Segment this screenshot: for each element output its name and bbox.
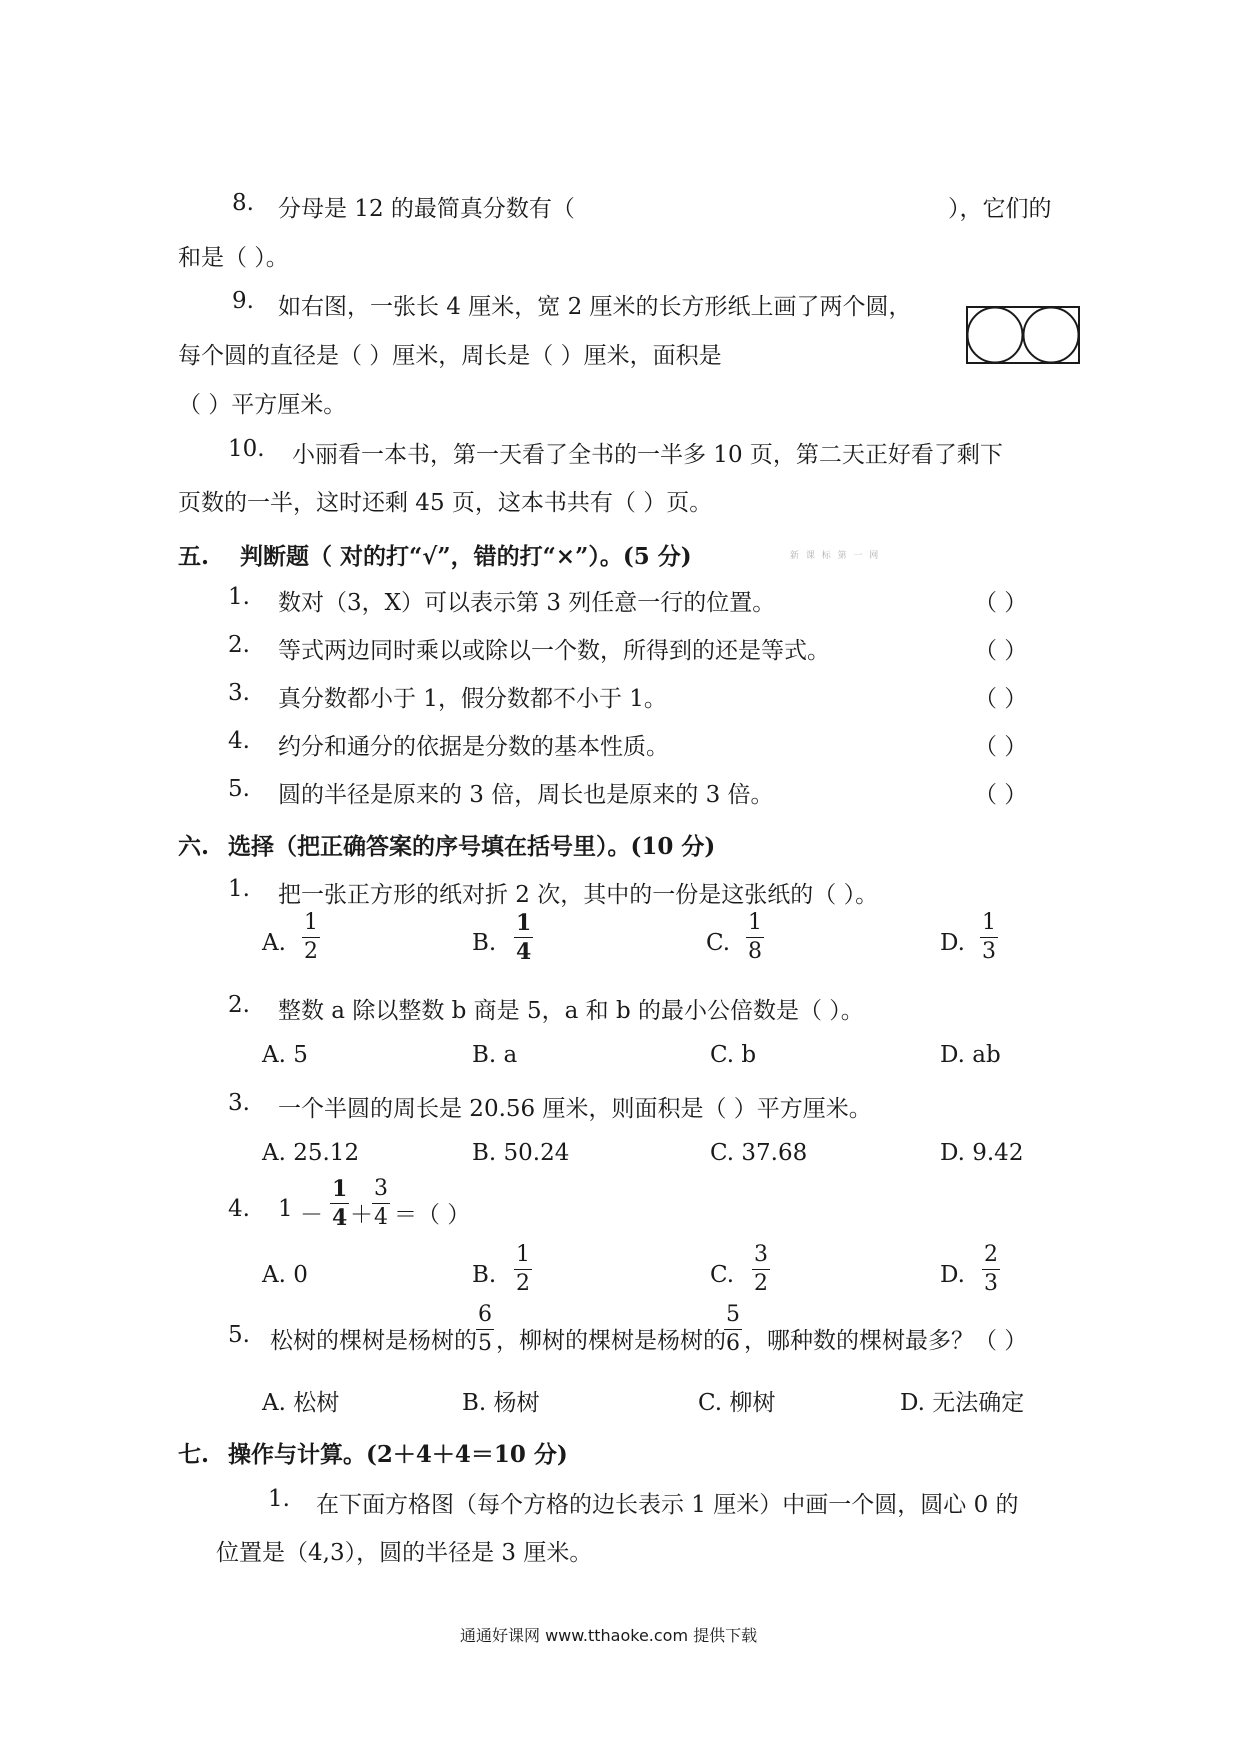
choice-q2-option-b[interactable]: B. a	[472, 1042, 518, 1068]
choice-q5-text-b: ，柳树的棵树是杨树的	[496, 1328, 726, 1354]
choice-q4-minus: －	[300, 1202, 323, 1228]
judge-item-4-number: 4.	[228, 728, 250, 754]
choice-q5-option-c[interactable]: C. 柳树	[698, 1390, 776, 1416]
fraction-denominator: 4	[332, 1205, 348, 1231]
choice-q5-number: 5.	[228, 1322, 250, 1348]
judge-item-2-number: 2.	[228, 632, 250, 658]
judge-item-5-number: 5.	[228, 776, 250, 802]
section7-number: 七.	[178, 1441, 210, 1468]
judge-item-2-answer-blank[interactable]: （ ）	[974, 638, 1028, 664]
choice-q3-option-b[interactable]: B. 50.24	[472, 1140, 570, 1166]
fraction-denominator: 4	[516, 939, 532, 965]
fraction-denominator: 5	[478, 1331, 492, 1356]
choice-q5-option-b[interactable]: B. 杨树	[462, 1390, 540, 1416]
choice-q5-option-d[interactable]: D. 无法确定	[900, 1390, 1025, 1416]
q8-text-line1: 分母是 12 的最简真分数有（	[278, 196, 575, 222]
fraction-denominator: 2	[304, 939, 318, 964]
section6-heading: 选择（把正确答案的序号填在括号里）。(10 分)	[228, 833, 716, 860]
choice-q3-text: 一个半圆的周长是 20.56 厘米，则面积是（ ）平方厘米。	[278, 1096, 872, 1122]
q10-text-line2: 页数的一半，这时还剩 45 页，这本书共有（ ）页。	[178, 490, 713, 516]
choice-q4-number: 4.	[228, 1196, 250, 1222]
choice-q4-one: 1	[278, 1196, 293, 1222]
fraction-denominator: 2	[516, 1271, 530, 1296]
judge-item-5-answer-blank[interactable]: （ ）	[974, 782, 1028, 808]
choice-q1-option-d[interactable]: D.	[940, 930, 965, 956]
choice-q3-option-a[interactable]: A. 25.12	[262, 1140, 360, 1166]
judge-item-4-answer-blank[interactable]: （ ）	[974, 734, 1028, 760]
judge-item-3-text: 真分数都小于 1，假分数都不小于 1。	[278, 686, 667, 712]
choice-q5-text-a: 松树的棵树是杨树的	[270, 1328, 477, 1354]
choice-q3-option-d[interactable]: D. 9.42	[940, 1140, 1024, 1166]
choice-q1-option-a[interactable]: A.	[262, 930, 286, 956]
choice-q3-number: 3.	[228, 1090, 250, 1116]
choice-q1-text: 把一张正方形的纸对折 2 次，其中的一份是这张纸的（ ）。	[278, 882, 879, 908]
section7-q1-text-line2: 位置是（4,3），圆的半径是 3 厘米。	[216, 1540, 593, 1566]
fraction-denominator: 6	[726, 1331, 740, 1356]
figure-circle-left	[968, 308, 1023, 363]
choice-q1-option-b[interactable]: B.	[472, 930, 497, 956]
q9-text-line3: （ ）平方厘米。	[178, 392, 347, 418]
choice-q2-text: 整数 a 除以整数 b 商是 5，a 和 b 的最小公倍数是（ ）。	[278, 998, 864, 1024]
fraction-denominator: 3	[982, 939, 996, 964]
section6-number: 六.	[178, 833, 210, 860]
q10-number: 10.	[228, 436, 265, 462]
q8-text-line2: 和是（ ）。	[178, 245, 289, 271]
page-footer: 通通好课网 www.tthaoke.com 提供下载	[460, 1626, 758, 1645]
choice-q2-number: 2.	[228, 992, 250, 1018]
choice-q4-option-a[interactable]: A. 0	[262, 1262, 308, 1288]
q8-text-line1-end: ），它们的	[948, 196, 1052, 222]
figure-circle-right	[1024, 308, 1079, 363]
fraction-numerator: 6	[478, 1302, 492, 1327]
judge-item-5-text: 圆的半径是原来的 3 倍，周长也是原来的 3 倍。	[278, 782, 774, 808]
section7-q1-number: 1.	[268, 1486, 290, 1512]
fraction-numerator: 1	[516, 1242, 530, 1267]
choice-q4-option-c-fraction	[752, 1244, 770, 1295]
section5-heading: 判断题（ 对的打“√”，错的打“×”）。(5 分)	[240, 543, 692, 570]
fraction-numerator: 3	[374, 1176, 388, 1201]
section7-heading: 操作与计算。(2＋4＋4＝10 分)	[228, 1441, 568, 1468]
judge-item-3-answer-blank[interactable]: （ ）	[974, 686, 1028, 712]
rectangle-two-circles-figure	[966, 306, 1080, 364]
fraction-denominator: 2	[754, 1271, 768, 1296]
choice-q4-fraction-1	[330, 1178, 349, 1229]
choice-q5-option-a[interactable]: A. 松树	[262, 1390, 340, 1416]
fraction-numerator: 1	[748, 910, 762, 935]
choice-q2-option-d[interactable]: D. ab	[940, 1042, 1001, 1068]
choice-q1-option-a-fraction	[302, 912, 320, 963]
fraction-denominator: 4	[374, 1205, 388, 1230]
choice-q4-option-b-fraction	[514, 1244, 532, 1295]
judge-item-1-text: 数对（3，X）可以表示第 3 列任意一行的位置。	[278, 590, 776, 616]
judge-item-1-answer-blank[interactable]: （ ）	[974, 590, 1028, 616]
choice-q4-option-c[interactable]: C.	[710, 1262, 735, 1288]
judge-item-3-number: 3.	[228, 680, 250, 706]
fraction-numerator: 1	[332, 1176, 348, 1202]
choice-q2-option-c[interactable]: C. b	[710, 1042, 757, 1068]
fraction-numerator: 3	[754, 1242, 768, 1267]
section5-number: 五.	[178, 543, 210, 570]
choice-q1-option-c[interactable]: C.	[706, 930, 731, 956]
choice-q4-option-d-fraction	[982, 1244, 1000, 1295]
choice-q3-option-c[interactable]: C. 37.68	[710, 1140, 808, 1166]
choice-q1-option-b-fraction	[514, 912, 533, 963]
choice-q1-option-d-fraction	[980, 912, 998, 963]
q9-text-line2: 每个圆的直径是（ ）厘米，周长是（ ）厘米，面积是	[178, 343, 722, 369]
choice-q4-option-b[interactable]: B.	[472, 1262, 497, 1288]
choice-q4-plus: ＋	[350, 1202, 373, 1228]
choice-q5-text-c: ，哪种数的棵树最多？（ ）	[744, 1328, 1028, 1354]
choice-q5-fraction-2	[724, 1304, 742, 1355]
fraction-numerator: 1	[982, 910, 996, 935]
fraction-numerator: 5	[726, 1302, 740, 1327]
fraction-denominator: 8	[748, 939, 762, 964]
fraction-numerator: 1	[304, 910, 318, 935]
q10-text-line1: 小丽看一本书，第一天看了全书的一半多 10 页，第二天正好看了剩下	[292, 442, 1003, 468]
watermark: 新 课 标 第 一 网	[790, 551, 881, 561]
choice-q5-fraction-1	[476, 1304, 494, 1355]
choice-q4-fraction-2	[372, 1178, 390, 1229]
choice-q1-option-c-fraction	[746, 912, 764, 963]
choice-q1-number: 1.	[228, 876, 250, 902]
judge-item-2-text: 等式两边同时乘以或除以一个数，所得到的还是等式。	[278, 638, 830, 664]
fraction-numerator: 1	[516, 910, 532, 936]
judge-item-1-number: 1.	[228, 584, 250, 610]
choice-q4-tail: ＝（ ）	[394, 1202, 471, 1228]
judge-item-4-text: 约分和通分的依据是分数的基本性质。	[278, 734, 669, 760]
choice-q4-option-d[interactable]: D.	[940, 1262, 965, 1288]
q8-number: 8.	[232, 190, 254, 216]
q9-text-line1: 如右图，一张长 4 厘米，宽 2 厘米的长方形纸上画了两个圆，	[278, 294, 912, 320]
choice-q2-option-a[interactable]: A. 5	[262, 1042, 308, 1068]
fraction-numerator: 2	[984, 1242, 998, 1267]
q9-number: 9.	[232, 288, 254, 314]
fraction-denominator: 3	[984, 1271, 998, 1296]
section7-q1-text-line1: 在下面方格图（每个方格的边长表示 1 厘米）中画一个圆，圆心 0 的	[316, 1492, 1019, 1518]
